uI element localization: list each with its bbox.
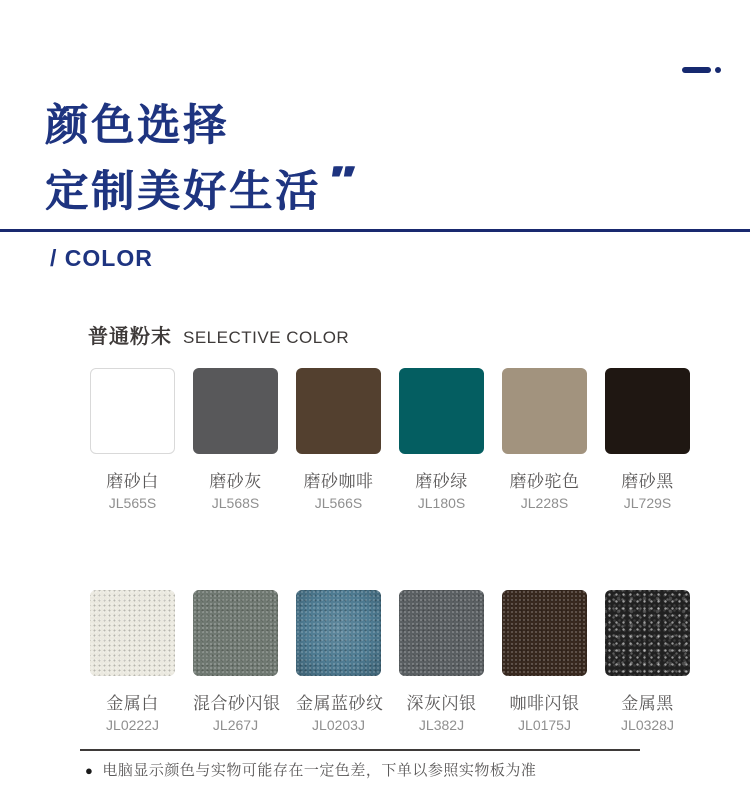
color-swatch: [296, 368, 381, 454]
swatch-name: 混合砂闪银: [193, 694, 281, 713]
swatch-code: JL565S: [108, 495, 157, 511]
swatch-group-title-cn: 普通粉末: [88, 326, 172, 348]
color-swatch-cell: [399, 590, 484, 733]
swatch-name: 磨砂绿: [415, 472, 468, 491]
color-swatch: [399, 590, 484, 676]
quote-mark-icon: ″: [331, 159, 359, 203]
color-swatch-cell: [399, 368, 484, 511]
color-swatch: [605, 590, 690, 676]
swatch-name: 咖啡闪银: [509, 694, 580, 713]
color-swatch-cell: [296, 368, 381, 511]
swatch-name: 磨砂驼色: [509, 472, 580, 491]
deco-dash-icon: [682, 67, 711, 73]
footnote-text: 电脑显示颜色与实物可能存在一定色差，下单以参照实物板为准: [102, 762, 537, 779]
color-swatch: [502, 368, 587, 454]
swatch-code: JL0328J: [621, 717, 674, 733]
swatch-name: 金属蓝砂纹: [296, 694, 384, 713]
swatch-group-title-en: SELECTIVE COLOR: [183, 328, 350, 347]
color-swatch: [193, 368, 278, 454]
swatch-name: 磨砂黑: [621, 472, 674, 491]
swatch-row-2: [90, 590, 690, 733]
swatch-code: JL180S: [417, 495, 466, 511]
color-swatch-cell: [605, 368, 690, 511]
swatch-name: 磨砂咖啡: [303, 472, 374, 491]
color-swatch-cell: [193, 368, 278, 511]
swatch-name: 磨砂白: [106, 472, 159, 491]
footnote: [85, 759, 536, 780]
color-swatch: [605, 368, 690, 454]
swatch-code: JL267J: [212, 717, 259, 733]
color-swatch: [90, 590, 175, 676]
swatch-name: 磨砂灰: [209, 472, 262, 491]
color-swatch: [399, 368, 484, 454]
swatch-code: JL0222J: [106, 717, 159, 733]
swatch-code: JL568S: [211, 495, 260, 511]
color-swatch-cell: [90, 590, 175, 733]
swatch-code: JL566S: [314, 495, 363, 511]
color-swatch-cell: [502, 368, 587, 511]
color-swatch: [502, 590, 587, 676]
color-swatch: [193, 590, 278, 676]
color-swatch: [90, 368, 175, 454]
deco-dot-icon: [715, 67, 721, 73]
footnote-divider: [80, 749, 640, 751]
swatch-group-header: [88, 320, 349, 349]
bullet-icon: ●: [85, 763, 94, 778]
color-swatch-cell: [90, 368, 175, 511]
color-swatch: [296, 590, 381, 676]
swatch-name: 金属黑: [621, 694, 674, 713]
color-swatch-cell: [502, 590, 587, 733]
page-title-line2-text: 定制美好生活: [45, 168, 321, 216]
section-divider: [0, 229, 750, 232]
color-swatch-cell: [193, 590, 281, 733]
swatch-code: JL729S: [623, 495, 672, 511]
swatch-code: JL0175J: [518, 717, 571, 733]
page-title-line2: [45, 158, 359, 219]
swatch-code: JL228S: [520, 495, 569, 511]
color-section-label: / COLOR: [50, 245, 153, 271]
swatch-row-1: [90, 368, 690, 511]
color-swatch-cell: [605, 590, 690, 733]
swatch-code: JL382J: [418, 717, 465, 733]
swatch-name: 深灰闪银: [406, 694, 477, 713]
swatch-code: JL0203J: [312, 717, 365, 733]
page-title-line1: 颜色选择: [45, 102, 229, 150]
swatch-name: 金属白: [106, 694, 159, 713]
color-swatch-cell: [296, 590, 384, 733]
